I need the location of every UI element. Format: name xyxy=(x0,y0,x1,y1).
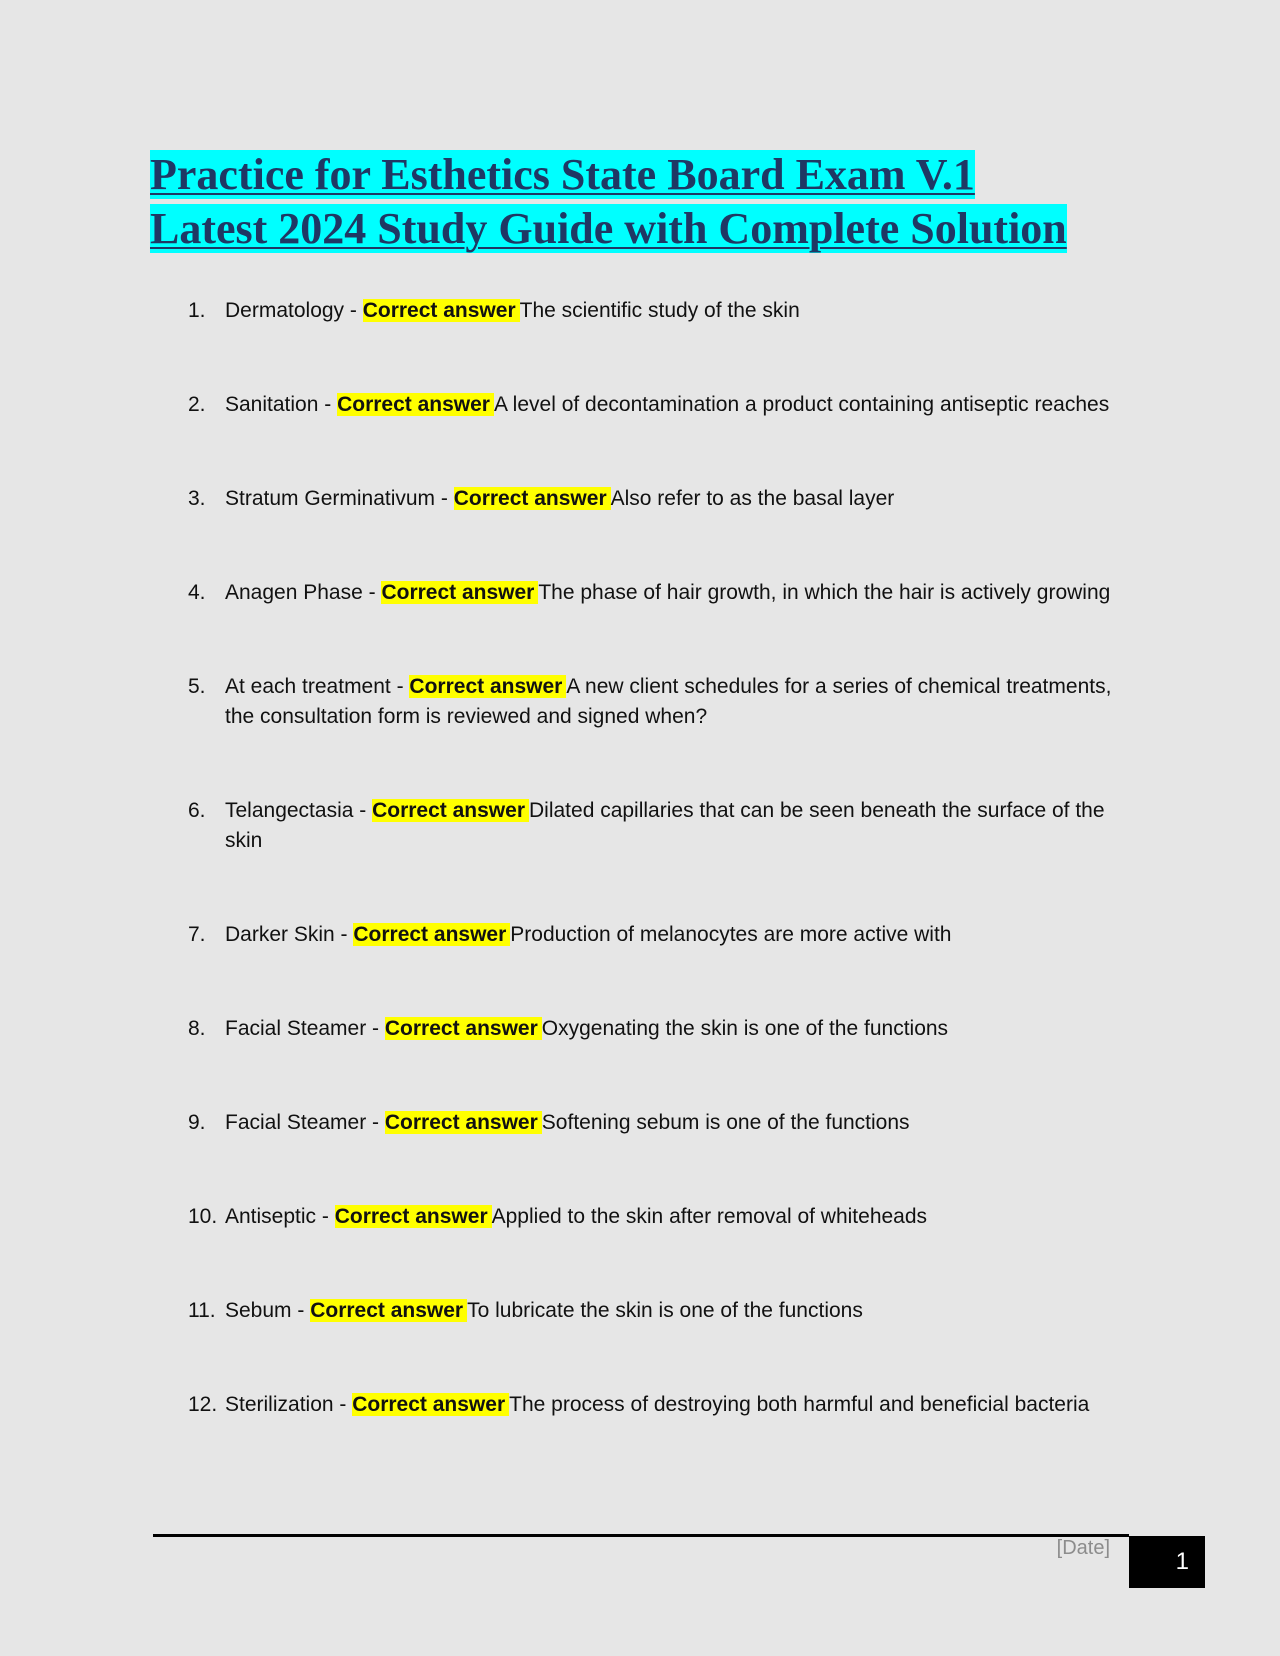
correct-answer-label: Correct answer xyxy=(353,923,510,946)
correct-answer-label: Correct answer xyxy=(381,581,538,604)
correct-answer-label: Correct answer xyxy=(454,487,611,510)
list-item xyxy=(188,1296,1118,1326)
list-item xyxy=(188,672,1118,732)
correct-answer-label: Correct answer xyxy=(385,1017,542,1040)
document-title xyxy=(150,148,1150,256)
item-number: 3. xyxy=(188,487,206,510)
item-answer-text: The phase of hair growth, in which the hair is actively growing xyxy=(538,581,1111,604)
item-term: Anagen Phase - xyxy=(225,581,382,604)
list-item xyxy=(188,296,1118,326)
item-number: 9. xyxy=(188,1111,206,1134)
item-answer-text: A level of decontamination a product containing antiseptic reaches xyxy=(493,393,1110,416)
item-number: 2. xyxy=(188,393,206,416)
list-item xyxy=(188,920,1118,950)
correct-answer-label: Correct answer xyxy=(363,299,520,322)
item-number: 11. xyxy=(188,1299,216,1322)
item-number: 8. xyxy=(188,1017,206,1040)
item-answer-text: The process of destroying both harmful and beneficial bacteria xyxy=(509,1393,1090,1416)
list-item xyxy=(188,1202,1118,1232)
list-item xyxy=(188,390,1118,420)
item-answer-text: Oxygenating the skin is one of the functions xyxy=(541,1017,949,1040)
correct-answer-label: Correct answer xyxy=(337,393,494,416)
item-term: Telangectasia - xyxy=(225,799,373,822)
list-item xyxy=(188,1014,1118,1044)
item-number: 10. xyxy=(188,1205,218,1228)
item-answer-text: Applied to the skin after removal of whiteheads xyxy=(491,1205,928,1228)
list-item xyxy=(188,796,1118,856)
title-line-2: Latest 2024 Study Guide with Complete Solution xyxy=(150,204,1067,253)
page-number: 1 xyxy=(1129,1536,1205,1588)
item-term: Sanitation - xyxy=(225,393,338,416)
item-answer-text: Production of melanocytes are more active with xyxy=(510,923,952,946)
list-item xyxy=(188,578,1118,608)
footer-date: [Date] xyxy=(1056,1537,1110,1559)
item-term: Facial Steamer - xyxy=(225,1111,385,1134)
item-answer-text: Also refer to as the basal layer xyxy=(610,487,895,510)
correct-answer-label: Correct answer xyxy=(310,1299,467,1322)
correct-answer-label: Correct answer xyxy=(385,1111,542,1134)
list-item xyxy=(188,1390,1118,1420)
item-term: Dermatology - xyxy=(225,299,363,322)
item-answer-text: Softening sebum is one of the functions xyxy=(541,1111,910,1134)
item-term: Stratum Germinativum - xyxy=(225,487,454,510)
list-item xyxy=(188,1108,1118,1138)
item-number: 7. xyxy=(188,923,206,946)
correct-answer-label: Correct answer xyxy=(372,799,529,822)
item-term: Facial Steamer - xyxy=(225,1017,385,1040)
item-number: 4. xyxy=(188,581,206,604)
item-answer-text: To lubricate the skin is one of the functions xyxy=(467,1299,863,1322)
title-line-1: Practice for Esthetics State Board Exam V.1 xyxy=(150,150,975,199)
item-number: 1. xyxy=(188,299,206,322)
item-number: 12. xyxy=(188,1393,218,1416)
list-item xyxy=(188,484,1118,514)
correct-answer-label: Correct answer xyxy=(409,675,566,698)
item-term: Darker Skin - xyxy=(225,923,354,946)
item-term: At each treatment - xyxy=(225,675,410,698)
item-term: Sterilization - xyxy=(225,1393,353,1416)
correct-answer-label: Correct answer xyxy=(335,1205,492,1228)
item-term: Sebum - xyxy=(225,1299,311,1322)
item-answer-text: Dilated capillaries that can be seen beneath the surface of the skin xyxy=(225,799,1105,852)
item-number: 5. xyxy=(188,675,206,698)
item-answer-text: A new client schedules for a series of chemical treatments, the consultation form is reviewed and signed when? xyxy=(225,675,1112,728)
footer-divider xyxy=(153,1534,1129,1537)
item-term: Antiseptic - xyxy=(225,1205,335,1228)
item-answer-text: The scientific study of the skin xyxy=(519,299,800,322)
question-answer-list xyxy=(188,296,1118,1484)
correct-answer-label: Correct answer xyxy=(352,1393,509,1416)
item-number: 6. xyxy=(188,799,206,822)
